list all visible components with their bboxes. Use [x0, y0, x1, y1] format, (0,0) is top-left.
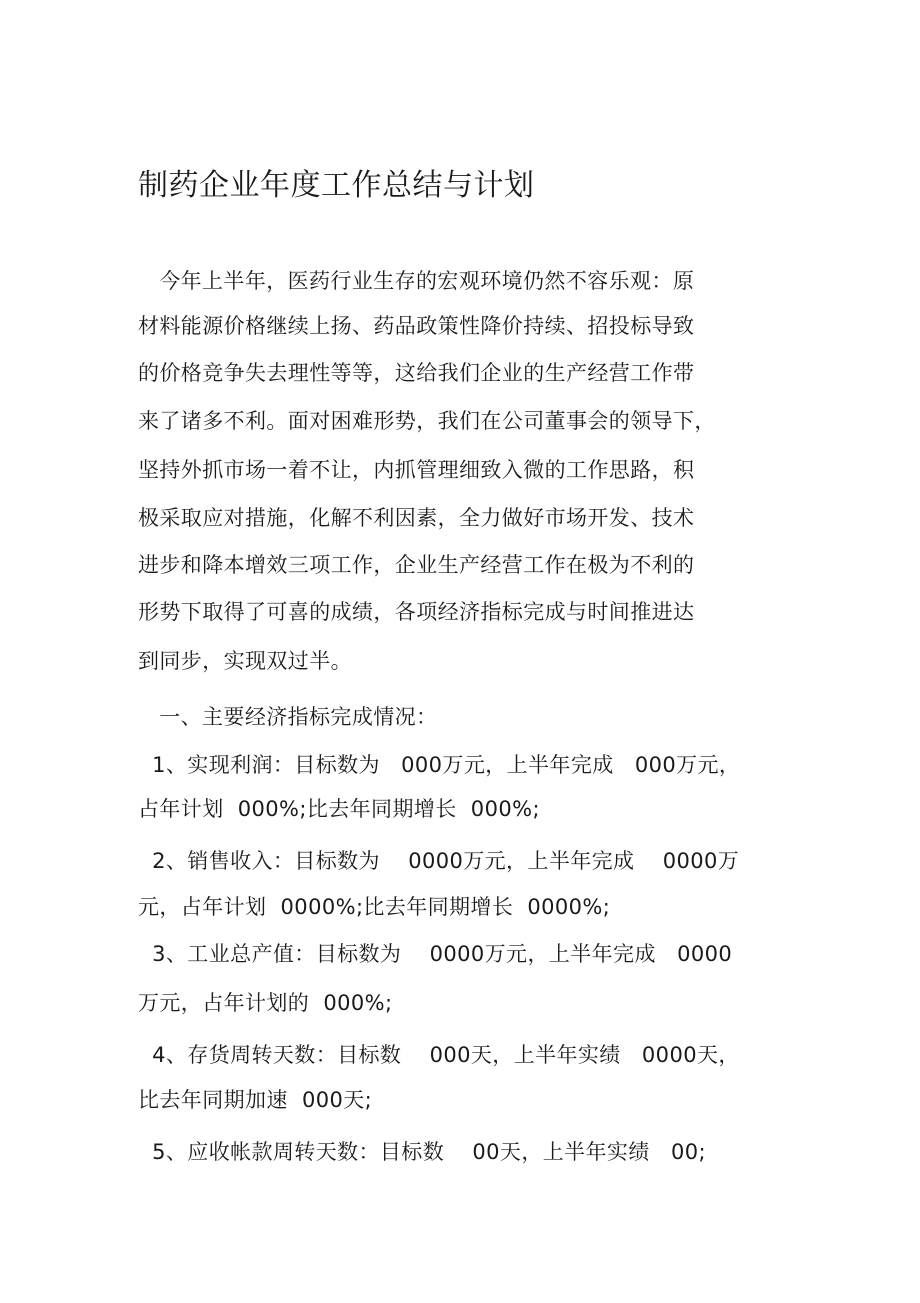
- item-4-line-1: 4、存货周转天数：目标数 000天，上半年实绩 0000天，: [138, 1043, 740, 1067]
- item-3-line-2: 万元，占年计划的 000%;: [138, 991, 393, 1015]
- intro-line-5: 坚持外抓市场一着不让，内抓管理细致入微的工作思路，积: [138, 458, 695, 482]
- intro-line-3: 的价格竞争失去理性等等，这给我们企业的生产经营工作带: [138, 361, 695, 385]
- intro-line-9: 到同步，实现双过半。: [138, 649, 352, 673]
- intro-line-7: 进步和降本增效三项工作，企业生产经营工作在极为不利的: [138, 553, 695, 577]
- intro-line-8: 形势下取得了可喜的成绩，各项经济指标完成与时间推进达: [138, 600, 695, 624]
- item-2-line-1: 2、销售收入：目标数为 0000万元，上半年完成 0000万: [138, 849, 740, 873]
- item-2-line-2: 元，占年计划 0000%;比去年同期增长 0000%;: [138, 895, 611, 919]
- item-3-line-1: 3、工业总产值：目标数为 0000万元，上半年完成 0000: [138, 942, 733, 966]
- intro-line-4: 来了诸多不利。面对困难形势，我们在公司董事会的领导下，: [138, 409, 716, 433]
- item-5-line-1: 5、应收帐款周转天数：目标数 00天，上半年实绩 00;: [138, 1140, 706, 1164]
- intro-line-2: 材料能源价格继续上扬、药品政策性降价持续、招投标导致: [138, 314, 695, 338]
- intro-line-1: 今年上半年，医药行业生存的宏观环境仍然不容乐观：原: [138, 269, 695, 293]
- item-1-line-1: 1、实现利润：目标数为 000万元，上半年完成 000万元，: [138, 753, 741, 777]
- intro-line-6: 极采取应对措施，化解不利因素，全力做好市场开发、技术: [138, 506, 695, 530]
- item-1-line-2: 占年计划 000%;比去年同期增长 000%;: [138, 797, 540, 821]
- document-title: 制药企业年度工作总结与计划: [138, 168, 535, 203]
- item-4-line-2: 比去年同期加速 000天;: [138, 1088, 373, 1112]
- section-heading: 一、主要经济指标完成情况：: [138, 705, 438, 729]
